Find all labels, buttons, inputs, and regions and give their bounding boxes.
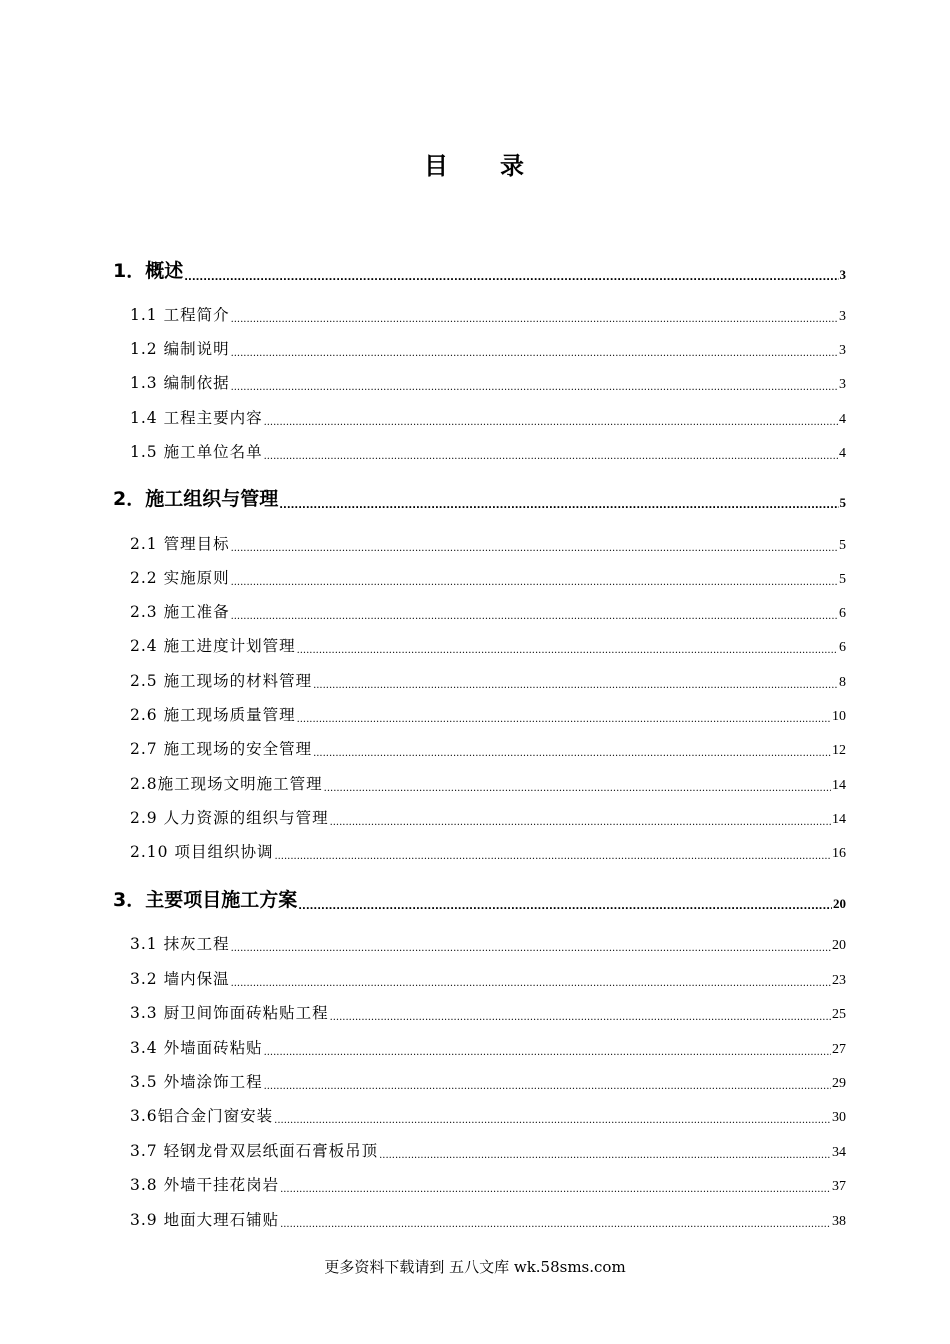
toc-page-number: 14	[832, 812, 846, 827]
toc-section-entry[interactable]	[130, 737, 846, 759]
toc-section-entry[interactable]	[130, 634, 846, 656]
toc-entry-label: 2．施工组织与管理	[113, 488, 279, 510]
toc-page-number: 27	[832, 1042, 846, 1057]
toc-leader-dots	[324, 779, 831, 795]
toc-section-entry[interactable]	[130, 1173, 846, 1195]
toc-section-entry[interactable]	[130, 600, 846, 622]
toc-page-number: 23	[832, 973, 846, 988]
toc-entry-label: 1.3 编制依据	[130, 374, 230, 392]
toc-entry-label: 2.4 施工进度计划管理	[130, 637, 296, 655]
toc-leader-dots	[231, 573, 838, 589]
toc-chapter-entry[interactable]	[113, 885, 846, 912]
toc-section-entry[interactable]	[130, 703, 846, 725]
toc-page-number: 30	[832, 1110, 846, 1125]
toc-page-number: 25	[832, 1007, 846, 1022]
toc-entry-label: 3.5 外墙涂饰工程	[130, 1073, 263, 1091]
toc-leader-dots	[279, 492, 838, 511]
toc-page-number: 3	[839, 267, 846, 282]
toc-leader-dots	[280, 1215, 831, 1231]
toc-entry-label: 2.3 施工准备	[130, 603, 230, 621]
toc-page-number: 5	[839, 538, 846, 553]
toc-page-number: 5	[839, 495, 846, 510]
toc-leader-dots	[231, 310, 838, 326]
footer-note: 更多资料下载请到 五八文库 wk.58sms.com	[324, 1258, 626, 1276]
toc-leader-dots	[274, 1111, 831, 1127]
toc-section-entry[interactable]	[130, 772, 846, 794]
toc-section-entry[interactable]	[130, 932, 846, 954]
toc-entry-label: 3．主要项目施工方案	[113, 889, 298, 911]
toc-page-number: 5	[839, 572, 846, 587]
toc-section-entry[interactable]	[130, 566, 846, 588]
toc-leader-dots	[231, 344, 838, 360]
toc-page-number: 29	[832, 1076, 846, 1091]
toc-page-number: 20	[832, 938, 846, 953]
toc-page-number: 34	[832, 1145, 846, 1160]
toc-page-number: 12	[832, 743, 846, 758]
toc-entry-label: 3.3 厨卫间饰面砖粘贴工程	[130, 1004, 329, 1022]
toc-page-number: 16	[832, 846, 846, 861]
toc-entry-label: 2.9 人力资源的组织与管理	[130, 809, 329, 827]
toc-entry-label: 1.4 工程主要内容	[130, 409, 263, 427]
toc-entry-label: 2.5 施工现场的材料管理	[130, 672, 313, 690]
toc-entry-label: 1.2 编制说明	[130, 340, 230, 358]
toc-section-entry[interactable]	[130, 371, 846, 393]
toc-leader-dots	[274, 847, 831, 863]
toc-leader-dots	[313, 676, 838, 692]
toc-leader-dots	[184, 264, 838, 283]
title-char-2: 录	[500, 152, 526, 180]
toc-entry-label: 2.10 项目组织协调	[130, 843, 274, 861]
toc-entry-label: 1.1 工程简介	[130, 306, 230, 324]
toc-leader-dots	[330, 813, 831, 829]
toc-leader-dots	[297, 641, 838, 657]
toc-leader-dots	[231, 974, 831, 990]
toc-section-entry[interactable]	[130, 840, 846, 862]
toc-leader-dots	[231, 939, 831, 955]
toc-page-number: 4	[839, 412, 846, 427]
toc-leader-dots	[231, 607, 838, 623]
toc-chapter-entry[interactable]	[113, 484, 846, 511]
toc-leader-dots	[280, 1180, 831, 1196]
toc-entry-label: 2.8施工现场文明施工管理	[130, 775, 323, 793]
toc-page-number: 8	[839, 675, 846, 690]
toc-leader-dots	[231, 378, 838, 394]
toc-section-entry[interactable]	[130, 1104, 846, 1126]
toc-section-entry[interactable]	[130, 1208, 846, 1230]
toc-entry-label: 3.1 抹灰工程	[130, 935, 230, 953]
toc-entry-label: 3.2 墙内保温	[130, 970, 230, 988]
toc-section-entry[interactable]	[130, 1001, 846, 1023]
toc-section-entry[interactable]	[130, 669, 846, 691]
toc-leader-dots	[379, 1146, 831, 1162]
toc-entry-label: 1．概述	[113, 260, 184, 282]
toc-chapter-entry[interactable]	[113, 256, 846, 283]
toc-section-entry[interactable]	[130, 406, 846, 428]
toc-section-entry[interactable]	[130, 806, 846, 828]
toc-entry-label: 1.5 施工单位名单	[130, 443, 263, 461]
toc-leader-dots	[298, 893, 832, 912]
toc-page-number: 3	[839, 309, 846, 324]
toc-leader-dots	[297, 710, 831, 726]
toc-entry-label: 3.6铝合金门窗安装	[130, 1107, 274, 1125]
toc-section-entry[interactable]	[130, 1036, 846, 1058]
toc-section-entry[interactable]	[130, 337, 846, 359]
toc-page-number: 4	[839, 446, 846, 461]
toc-page-number: 6	[839, 606, 846, 621]
toc-leader-dots	[330, 1008, 831, 1024]
page-title	[0, 146, 950, 181]
toc-section-entry[interactable]	[130, 303, 846, 325]
toc-leader-dots	[264, 1077, 831, 1093]
toc-page-number: 3	[839, 343, 846, 358]
toc-page-number: 3	[839, 377, 846, 392]
toc-entry-label: 3.8 外墙干挂花岗岩	[130, 1176, 280, 1194]
toc-section-entry[interactable]	[130, 1139, 846, 1161]
title-char-1: 目	[424, 152, 450, 180]
toc-leader-dots	[264, 447, 838, 463]
toc-leader-dots	[313, 744, 831, 760]
toc-entry-label: 2.6 施工现场质量管理	[130, 706, 296, 724]
toc-page-number: 14	[832, 778, 846, 793]
toc-leader-dots	[231, 539, 838, 555]
toc-section-entry[interactable]	[130, 532, 846, 554]
toc-section-entry[interactable]	[130, 967, 846, 989]
toc-entry-label: 2.1 管理目标	[130, 535, 230, 553]
toc-section-entry[interactable]	[130, 1070, 846, 1092]
toc-entry-label: 3.9 地面大理石铺贴	[130, 1211, 280, 1229]
toc-page-number: 20	[833, 896, 846, 911]
toc-entry-label: 2.7 施工现场的安全管理	[130, 740, 313, 758]
toc-section-entry[interactable]	[130, 440, 846, 462]
toc-entry-label: 3.7 轻钢龙骨双层纸面石膏板吊顶	[130, 1142, 379, 1160]
toc-page-number: 37	[832, 1179, 846, 1194]
toc-page-number: 6	[839, 640, 846, 655]
toc-entry-label: 3.4 外墙面砖粘贴	[130, 1039, 263, 1057]
toc-leader-dots	[264, 413, 838, 429]
toc-entry-label: 2.2 实施原则	[130, 569, 230, 587]
toc-page-number: 10	[832, 709, 846, 724]
toc-leader-dots	[264, 1043, 831, 1059]
toc-page-number: 38	[832, 1214, 846, 1229]
